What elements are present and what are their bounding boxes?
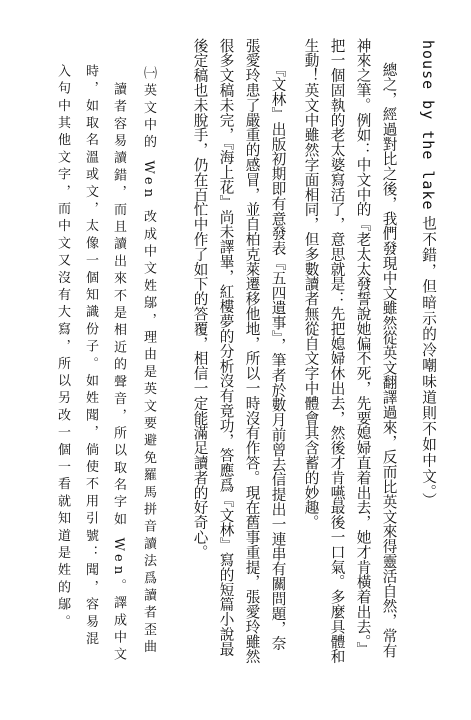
paragraph-2-line-2: 張愛玲患了嚴重的感冒，並自柏克萊遷移他地，所以一時沒有作答。現在舊事重提，張愛玲雖然 — [243, 38, 261, 664]
note-line-1 — [142, 66, 155, 657]
paragraph-1-line-4: 生動！英文中雖然字面相同，但多數讀者無從自文字中體會其含蓄的妙趣。 — [302, 38, 320, 530]
note-line-2: 讀者容易讀錯，而且讀出來不是相近的聲音，所以取名字如 Wen。譯成中文 — [111, 82, 126, 665]
continuation-line — [420, 40, 436, 509]
note-line-4: 入句中其他文字，而中文又沒有大寫，所以另改一個一看就知道是姓的鄔。 — [55, 64, 70, 632]
note-line-1-text: 英文中的 Wen 改成中文姓鄔，理由是英文要避免羅馬拼音讀法爲讀者歪曲 — [141, 83, 156, 657]
paragraph-1-line-1: 總之，經過對比之後，我們發現中文雖然從英文翻譯過來，反而比英文來得靈活自然，常有 — [380, 62, 398, 658]
paragraph-2-line-1: 『文林』出版初期即有意發表『五四遺事』，筆者於數月前曾去信提出一連串有關問題，奈 — [269, 62, 287, 651]
paragraph-1-line-2: 神來之筆。例如：中文中的『老太太發誓說她偏不死，先要媳婦直着出去，她才肯橫着出去。』 — [354, 38, 372, 657]
latin-phrase: house by the lake — [419, 40, 437, 211]
note-marker: ㈠ — [141, 66, 156, 84]
paragraph-2-line-4: 後定稿也未脫手，仍在百忙中作了如下的答覆，相信一定能滿足讀者的好奇心。 — [191, 38, 209, 560]
paragraph-2-line-3: 很多文稿未完，『海上花』尚未譯畢，紅樓夢的分析沒有竟功，答應爲『文林』寫的短篇小說最 — [217, 38, 235, 657]
note-line-3: 時，如取名溫或文，太像一個知識份子。如姓聞，倘使不用引號：聞，容易混 — [83, 64, 98, 649]
paragraph-1-line-3: 把一個固執的老太婆寫活了，意思就是：先把媳婦休出去，然後才肯嚥最後一口氣。多麼具體和 — [328, 38, 346, 664]
continuation-text: 也不錯，但暗示的冷嘲味道則不如中文。） — [420, 215, 437, 509]
